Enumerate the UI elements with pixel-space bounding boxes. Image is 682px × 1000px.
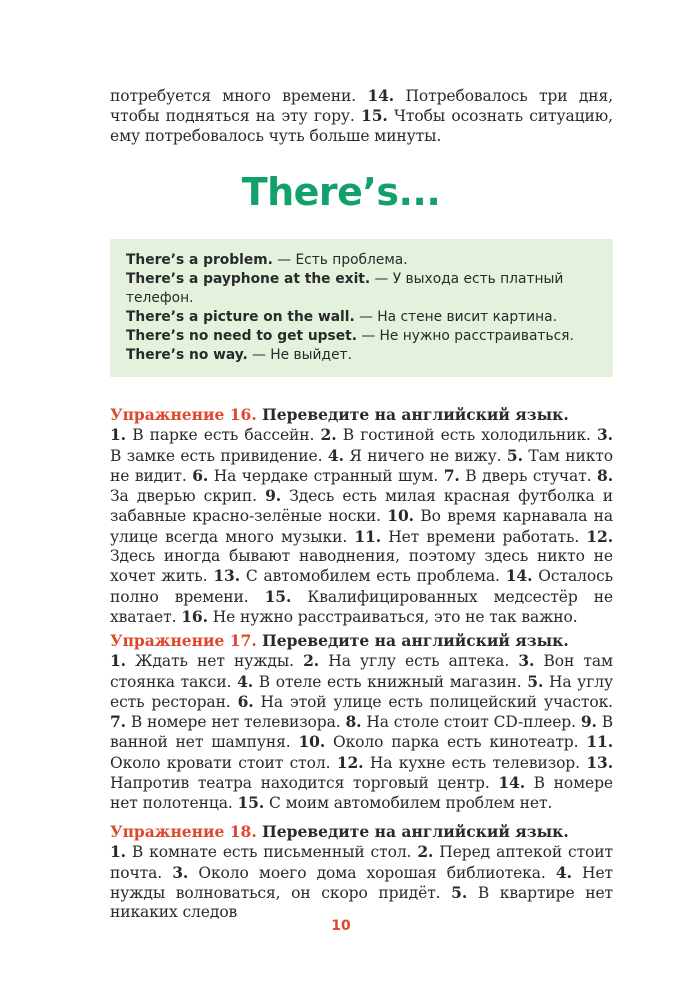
item-text: На столе стоит CD-плеер. (361, 713, 581, 732)
intro-text-1: потребуется много времени. (110, 87, 368, 105)
item-number: 13. (586, 752, 613, 772)
item-text: Там никто не видит. (110, 446, 614, 485)
item-number: 3. (597, 425, 613, 445)
exercise-instruction: Переведите на английский язык. (256, 405, 569, 424)
item-text: На кухне есть телевизор. (363, 753, 587, 772)
example-ru: — На стене висит картина. (354, 309, 558, 326)
exercise-body (110, 842, 613, 922)
example-en: There’s no way. (126, 347, 248, 364)
item-text: В дверь стучат. (459, 466, 598, 485)
item-text: В замке есть привидение. (110, 446, 328, 465)
item-number: 5. (506, 445, 523, 465)
item-number: 11. (586, 732, 613, 752)
item-number: 10. (298, 732, 326, 752)
item-text: С автомобилем есть проблема. (240, 567, 506, 586)
exercise-instruction: Переведите на английский язык. (256, 631, 569, 650)
item-text: На углу есть аптека. (319, 652, 519, 671)
intro-text-2: Потребовалось три дня, чтобы подняться на эту гору. (110, 87, 613, 126)
item-number: 12. (586, 526, 614, 546)
section-title: There’s... (241, 170, 441, 214)
exercise-body (110, 425, 613, 627)
item-number: 3. (518, 651, 535, 671)
example-en: There’s a picture on the wall. (126, 309, 355, 326)
item-number: 1. (110, 425, 126, 445)
item-number: 8. (345, 712, 362, 732)
item-number: 2. (320, 425, 337, 445)
item-number: 13. (213, 566, 241, 586)
item-number: 4. (555, 862, 572, 882)
item-text: Около парка есть кинотеатр. (325, 733, 587, 752)
intro-text-3: Чтобы осознать ситуацию, ему потребовалось чуть больше минуты. (110, 107, 614, 145)
item-text: Вон там стоянка такси. (110, 652, 613, 691)
example-ru: — Не нужно расстраиваться. (356, 328, 574, 345)
item-number: 8. (597, 465, 613, 485)
example-line (126, 327, 599, 346)
item-text: В номере нет телевизора. (125, 713, 346, 732)
exercise-label: Упражнение 18. (110, 822, 257, 841)
item-number: 7. (110, 712, 126, 732)
examples-box (110, 239, 613, 377)
exercise-17 (110, 631, 613, 814)
item-number: 15. (237, 793, 265, 813)
example-line (126, 346, 599, 365)
item-text: На чердаке странный шум. (208, 466, 444, 485)
item-text: На углу есть ресторан. (110, 672, 613, 711)
item-number: 2. (417, 842, 434, 862)
item-number: 1. (110, 651, 126, 671)
item-text: В квартире нет никаких следов (110, 883, 613, 922)
item-number: 15. (264, 586, 292, 606)
intro-paragraph (110, 86, 613, 146)
item-text: На этой улице есть полицейский участок. (253, 692, 613, 711)
item-text: Я ничего не вижу. (343, 446, 507, 465)
exercise-heading (110, 631, 613, 651)
item-text: Осталось полно времени. (110, 567, 613, 606)
page-number: 10 (331, 918, 351, 934)
exercise-heading (110, 822, 613, 842)
item-number: 5. (451, 882, 468, 902)
item-text: Во время карнавала на улице всегда много музыки. (110, 507, 613, 546)
item-number: 14. (505, 566, 533, 586)
item-number: 9. (580, 712, 597, 732)
item-number: 3. (172, 862, 189, 882)
item-number: 6. (192, 465, 209, 485)
example-en: There’s a problem. (126, 252, 273, 268)
item-text: Не нужно расстраиваться, это не так важно. (207, 607, 578, 626)
item-number: 1. (110, 842, 126, 862)
item-text: В ванной нет шампуня. (110, 713, 613, 752)
exercise-body (110, 651, 613, 813)
example-en: There’s a payphone at the exit. (126, 271, 371, 288)
example-line (126, 308, 599, 327)
item-text: Около кровати стоит стол. (110, 753, 337, 772)
item-text: Около моего дома хорошая библиотека. (188, 863, 556, 882)
item-number: 6. (237, 691, 254, 711)
exercise-18 (110, 822, 613, 922)
exercise-label: Упражнение 17. (110, 631, 257, 650)
item-text: За дверью скрип. (110, 487, 266, 506)
item-number: 15. (361, 106, 388, 126)
example-en: There’s no need to get upset. (126, 328, 357, 345)
example-line (126, 270, 599, 308)
item-text: В гостиной есть холодильник. (336, 426, 597, 445)
item-number: 4. (237, 671, 254, 691)
item-text: Квалифицированных медсестёр не хватает. (110, 587, 613, 626)
item-number: 14. (367, 86, 395, 105)
item-number: 16. (181, 606, 208, 626)
item-number: 9. (265, 486, 282, 506)
item-text: В отеле есть книжный магазин. (253, 672, 528, 691)
item-text: Нет времени работать. (381, 527, 587, 546)
item-number: 12. (336, 752, 364, 772)
item-text: Здесь иногда бывают наводнения, поэтому здесь никто не хочет жить. (110, 547, 613, 586)
item-number: 14. (498, 773, 526, 793)
item-text: Нет нужды волноваться, он скоро придёт. (110, 863, 613, 902)
item-text: В комнате есть письменный стол. (125, 843, 418, 862)
item-text: Ждать нет нужды. (125, 652, 304, 671)
item-number: 2. (303, 651, 320, 671)
example-ru: — Не выйдет. (247, 347, 352, 364)
example-line (126, 251, 599, 270)
item-text: Перед аптекой стоит почта. (110, 843, 613, 882)
item-number: 7. (443, 465, 460, 485)
item-number: 11. (354, 526, 382, 546)
item-text: В парке есть бассейн. (125, 426, 321, 445)
item-number: 10. (387, 506, 414, 526)
item-text: В номере нет полотенца. (110, 774, 613, 813)
item-text: Здесь есть милая красная футболка и забавные красно-зелёные носки. (110, 487, 613, 526)
item-number: 4. (327, 445, 344, 465)
item-text: Напротив театра находится торговый центр. (110, 774, 499, 793)
exercise-instruction: Переведите на английский язык. (256, 822, 569, 841)
exercise-label: Упражнение 16. (110, 405, 257, 424)
exercise-heading (110, 405, 613, 425)
example-ru: — У выхода есть платный телефон. (126, 271, 564, 307)
example-ru: — Есть проблема. (272, 252, 408, 268)
item-text: С моим автомобилем проблем нет. (264, 794, 553, 813)
item-number: 5. (527, 671, 544, 691)
exercise-16 (110, 405, 613, 627)
